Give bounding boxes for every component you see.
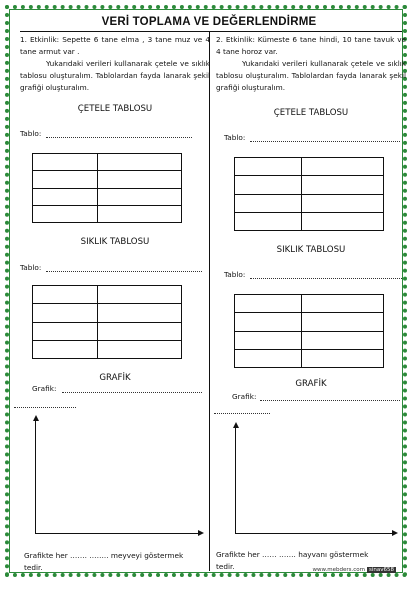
left-graph-side-line[interactable] [14, 407, 76, 408]
left-tally-label: Tablo: [20, 129, 42, 138]
left-frequency-heading: SIKLIK TABLOSU [80, 237, 150, 247]
page-title: VERİ TOPLAMA VE DEĞERLENDİRME [101, 16, 317, 28]
right-activity-text: 2. Etkinlik: Kümeste 6 tane hindi, 10 tane tavuk ve 4 tane horoz var. [216, 35, 406, 56]
left-tally-answer-line[interactable] [46, 137, 192, 138]
right-tally-answer-line[interactable] [250, 141, 400, 142]
left-footer-line2: tedir. [24, 563, 43, 572]
watermark-badge: sinav658 [368, 567, 394, 573]
left-frequency-answer-line[interactable] [46, 271, 202, 272]
left-frequency-table[interactable] [32, 285, 182, 359]
right-x-arrow [392, 530, 398, 536]
right-frequency-label: Tablo: [224, 270, 246, 279]
title-underline [20, 31, 402, 32]
right-x-axis [235, 533, 393, 534]
right-tally-label: Tablo: [224, 133, 246, 142]
right-graph-heading: GRAFİK [295, 379, 327, 389]
right-instruction-text: Yukarıdaki verileri kullanarak çetele ve sıklık tablosu oluşturalım. Tablolardan fayda lanarak şekil grafiği oluşturalım. [216, 59, 406, 92]
right-frequency-table[interactable] [234, 294, 384, 368]
left-x-axis [35, 533, 199, 534]
right-column [216, 33, 406, 573]
left-column [20, 33, 210, 573]
left-tally-heading: ÇETELE TABLOSU [77, 104, 153, 114]
watermark-url: www.mebders.com [312, 567, 365, 573]
right-graph-label: Grafik: [232, 392, 257, 401]
right-footer-line1: Grafikte her …… ……. hayvanı göstermek [216, 550, 369, 559]
left-frequency-label: Tablo: [20, 263, 42, 272]
left-graph-heading: GRAFİK [99, 373, 131, 383]
right-tally-table[interactable] [234, 157, 384, 231]
left-graph-answer-line[interactable] [62, 392, 202, 393]
right-frequency-heading: SIKLIK TABLOSU [276, 245, 346, 255]
left-y-axis [35, 419, 36, 533]
left-footer-line1: Grafikte her ……. …….. meyveyi göstermek [24, 551, 184, 560]
right-footer-line2: tedir. [216, 562, 235, 571]
left-activity-text: 1. Etkinlik: Sepette 6 tane elma , 3 tane muz ve 4 tane armut var . [20, 35, 210, 56]
right-frequency-answer-line[interactable] [250, 278, 402, 279]
right-y-arrow [233, 422, 239, 428]
right-graph-side-line[interactable] [214, 413, 270, 414]
right-y-axis [235, 426, 236, 533]
left-graph-label: Grafik: [32, 384, 57, 393]
left-tally-table[interactable] [32, 153, 182, 223]
left-x-arrow [198, 530, 204, 536]
left-instruction-text: Yukarıdaki verileri kullanarak çetele ve sıklık tablosu oluşturalım. Tablolardan fayda lanarak şekil grafiği oluşturalım. [20, 59, 210, 92]
left-y-arrow [33, 415, 39, 421]
right-tally-heading: ÇETELE TABLOSU [273, 108, 349, 118]
watermark [313, 567, 396, 573]
right-graph-answer-line[interactable] [260, 400, 400, 401]
